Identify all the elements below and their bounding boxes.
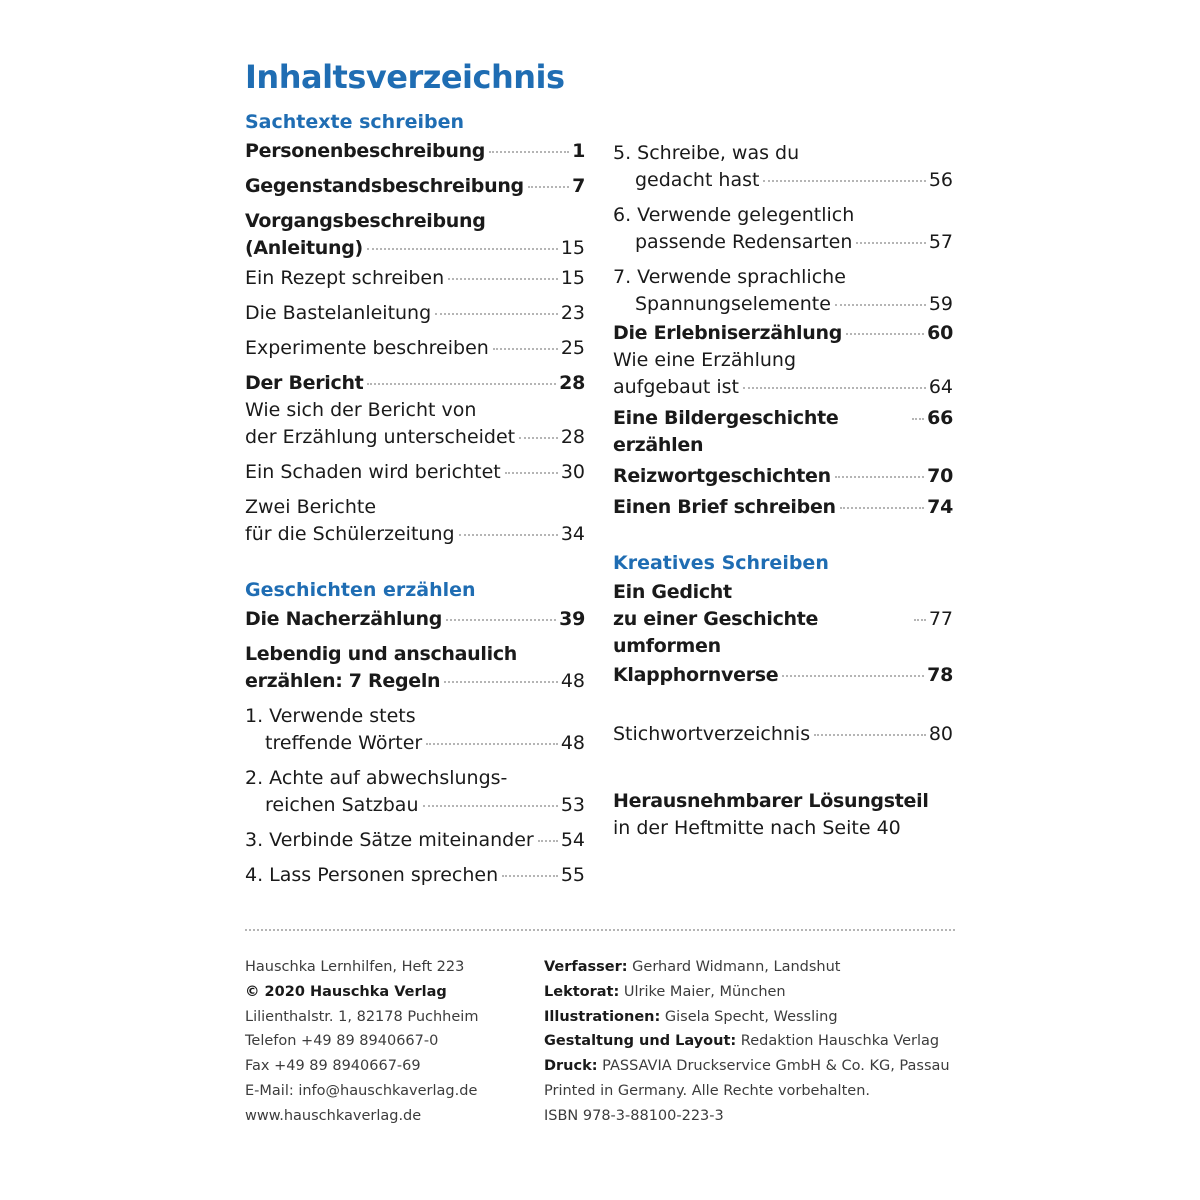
- credit-label: Verfasser:: [544, 959, 628, 975]
- dot-leader: [528, 186, 569, 188]
- section-heading-kreatives: Kreatives Schreiben: [613, 552, 829, 574]
- page-number: 39: [559, 608, 585, 630]
- toc-entry[interactable]: [613, 405, 953, 459]
- dot-leader: [846, 333, 924, 335]
- credit-label: Gestaltung und Layout:: [544, 1033, 737, 1050]
- entry-title: Die Erlebniserzählung: [613, 322, 843, 344]
- toc-entry[interactable]: [245, 265, 585, 292]
- imprint-series: Hauschka Lernhilfen, Heft 223: [245, 959, 465, 975]
- toc-entry[interactable]: [613, 494, 953, 521]
- entry-title: Experimente beschreiben: [245, 337, 489, 359]
- entry-title: Eine Bildergeschichte erzählen: [613, 407, 839, 456]
- entry-title: zu einer Geschichte umformen: [613, 608, 819, 657]
- entry-title: (Anleitung): [245, 237, 363, 259]
- toc-entry[interactable]: [245, 703, 585, 757]
- dot-leader: [519, 437, 558, 439]
- page-number: 59: [928, 293, 953, 315]
- credit-value: Ulrike Maier, München: [623, 983, 786, 1000]
- dot-leader: [459, 534, 558, 536]
- toc-left-column: [245, 110, 585, 897]
- credit-line: [544, 1104, 950, 1129]
- credit-line: [544, 955, 950, 980]
- dot-leader: [426, 743, 558, 745]
- entry-title-line1: 1. Verwende stets: [245, 705, 416, 727]
- toc-entry[interactable]: [245, 300, 585, 327]
- entry-title-line1: 6. Verwende gelegentlich: [613, 204, 855, 226]
- page-number: 28: [560, 426, 585, 448]
- dot-leader: [502, 875, 558, 877]
- imprint-address: Lilienthalstr. 1, 82178 Puchheim: [245, 1008, 479, 1025]
- dot-leader: [538, 840, 558, 842]
- toc-entry[interactable]: [613, 463, 953, 490]
- entry-title: passende Redensarten: [635, 231, 853, 253]
- toc-entry[interactable]: [245, 397, 585, 451]
- page-number: 1: [572, 140, 585, 162]
- page-number: 34: [560, 523, 585, 545]
- solutions-title: Herausnehmbarer Lösungsteil: [613, 790, 929, 812]
- imprint-copyright: © 2020 Hauschka Verlag: [245, 983, 447, 1000]
- dot-leader: [814, 734, 926, 736]
- page-title: Inhaltsverzeichnis: [245, 58, 565, 96]
- toc-entry[interactable]: [245, 606, 585, 633]
- dot-leader: [367, 248, 558, 250]
- dot-leader: [856, 242, 925, 244]
- dot-leader: [914, 619, 926, 621]
- entry-title-line1: Lebendig und anschaulich: [245, 643, 518, 665]
- dot-leader: [435, 313, 558, 315]
- credit-value: PASSAVIA Druckservice GmbH & Co. KG, Passau: [602, 1058, 950, 1075]
- entry-title-line1: 7. Verwende sprachliche: [613, 266, 846, 288]
- entry-title: Ein Rezept schreiben: [245, 267, 445, 289]
- page-number: 30: [560, 461, 585, 483]
- page-number: 74: [927, 496, 953, 518]
- page-number: 66: [927, 407, 953, 429]
- entry-title-line1: Wie eine Erzählung: [613, 349, 797, 371]
- dot-leader: [782, 675, 924, 677]
- page-number: 15: [560, 237, 585, 259]
- credit-line: [544, 1054, 950, 1079]
- entry-title: 3. Verbinde Sätze miteinander: [245, 829, 534, 851]
- page-number: 56: [928, 169, 953, 191]
- toc-entry[interactable]: [613, 264, 953, 318]
- toc-entry[interactable]: [245, 641, 585, 695]
- toc-entry[interactable]: [245, 827, 585, 854]
- dot-leader: [912, 418, 924, 420]
- entry-title: gedacht hast: [635, 169, 760, 191]
- dot-leader: [505, 472, 558, 474]
- entry-title: reichen Satzbau: [265, 794, 419, 816]
- toc-entry[interactable]: [245, 208, 585, 262]
- section-heading-geschichten: Geschichten erzählen: [245, 579, 476, 601]
- page-number: 77: [928, 608, 953, 630]
- toc-entry[interactable]: [245, 370, 585, 397]
- credit-line: [544, 1079, 950, 1104]
- entry-title: Klapphornverse: [613, 664, 779, 686]
- entry-title: Personenbeschreibung: [245, 140, 486, 162]
- solutions-note: in der Heftmitte nach Seite 40: [613, 817, 901, 839]
- dot-leader: [763, 180, 925, 182]
- divider: [245, 929, 955, 931]
- entry-title-line1: Vorgangsbeschreibung: [245, 210, 486, 232]
- toc-entry[interactable]: [613, 662, 953, 689]
- toc-entry[interactable]: [245, 765, 585, 819]
- entry-title: aufgebaut ist: [613, 376, 739, 398]
- dot-leader: [835, 304, 926, 306]
- entry-title: erzählen: 7 Regeln: [245, 670, 441, 692]
- entry-title-line1: Zwei Berichte: [245, 496, 377, 518]
- entry-title: Stichwortverzeichnis: [613, 723, 811, 745]
- imprint-publisher: [245, 955, 478, 1129]
- page-number: 64: [928, 376, 953, 398]
- toc-entry[interactable]: [613, 347, 953, 401]
- section-heading-sachtexte: Sachtexte schreiben: [245, 111, 464, 133]
- imprint-credits: [544, 955, 950, 1129]
- entry-title: für die Schülerzeitung: [245, 523, 455, 545]
- page-number: 53: [560, 794, 585, 816]
- page-number: 7: [572, 175, 585, 197]
- page-number: 28: [559, 372, 585, 394]
- entry-title: Die Nacherzählung: [245, 608, 443, 630]
- dot-leader: [743, 387, 926, 389]
- entry-title-line1: 5. Schreibe, was du: [613, 142, 800, 164]
- imprint-email[interactable]: E-Mail: info@hauschkaverlag.de: [245, 1082, 478, 1099]
- entry-title-line1: Wie sich der Bericht von: [245, 399, 477, 421]
- credit-value: Printed in Germany. Alle Rechte vorbehalten.: [544, 1082, 870, 1099]
- page-number: 23: [560, 302, 585, 324]
- dot-leader: [423, 805, 558, 807]
- credit-value: Gerhard Widmann, Landshut: [632, 959, 841, 975]
- toc-entry[interactable]: [613, 320, 953, 347]
- page-number: 48: [560, 670, 585, 692]
- entry-title-line1: 2. Achte auf abwechslungs-: [245, 767, 508, 789]
- dot-leader: [446, 619, 556, 621]
- entry-title: Gegenstandsbeschreibung: [245, 175, 524, 197]
- toc-right-column: [613, 140, 953, 842]
- spacer: [613, 756, 953, 788]
- entry-title: Einen Brief schreiben: [613, 496, 836, 518]
- toc-entry[interactable]: [245, 138, 585, 165]
- toc-entry[interactable]: [245, 459, 585, 486]
- page-number: 48: [560, 732, 585, 754]
- page-number: 78: [927, 664, 953, 686]
- page-number: 70: [927, 465, 953, 487]
- entry-title: der Erzählung unterscheidet: [245, 426, 516, 448]
- toc-entry-index[interactable]: [613, 721, 953, 748]
- credit-label: Druck:: [544, 1058, 598, 1075]
- page-number: 55: [560, 864, 585, 886]
- toc-entry[interactable]: [613, 202, 953, 256]
- imprint-phone: Telefon +49 89 8940667-0: [245, 1033, 439, 1050]
- toc-entry[interactable]: [245, 862, 585, 889]
- page-number: 25: [560, 337, 585, 359]
- entry-title: Der Bericht: [245, 372, 364, 394]
- dot-leader: [367, 383, 556, 385]
- dot-leader: [444, 681, 558, 683]
- credit-label: Lektorat:: [544, 983, 620, 1000]
- entry-title-line1: Ein Gedicht: [613, 581, 732, 603]
- toc-entry[interactable]: [245, 173, 585, 200]
- toc-entry[interactable]: [245, 494, 585, 548]
- page-number: 15: [560, 267, 585, 289]
- spacer: [613, 697, 953, 721]
- toc-entry[interactable]: [613, 579, 953, 660]
- entry-title: Die Bastelanleitung: [245, 302, 432, 324]
- dot-leader: [835, 476, 924, 478]
- spacer: [245, 556, 585, 578]
- credit-line: [544, 1029, 950, 1054]
- credit-line: [544, 1005, 950, 1030]
- entry-title: 4. Lass Personen sprechen: [245, 864, 499, 886]
- page-number: 54: [560, 829, 585, 851]
- dot-leader: [448, 278, 558, 280]
- page-number: 60: [927, 322, 953, 344]
- entry-title: Spannungselemente: [635, 293, 831, 315]
- imprint-website[interactable]: www.hauschkaverlag.de: [245, 1107, 422, 1124]
- dot-leader: [840, 507, 924, 509]
- page-number: 57: [928, 231, 953, 253]
- entry-title: treffende Wörter: [265, 732, 423, 754]
- toc-entry[interactable]: [245, 335, 585, 362]
- spacer: [613, 529, 953, 551]
- imprint-fax: Fax +49 89 8940667-69: [245, 1058, 421, 1075]
- page-number: 80: [928, 723, 953, 745]
- entry-title: Reizwortgeschichten: [613, 465, 831, 487]
- dot-leader: [489, 151, 569, 153]
- credit-value: Redaktion Hauschka Verlag: [740, 1033, 940, 1050]
- credit-value: Gisela Specht, Wessling: [664, 1008, 838, 1025]
- credit-label: Illustrationen:: [544, 1008, 661, 1025]
- entry-title: Ein Schaden wird berichtet: [245, 461, 501, 483]
- credit-line: [544, 980, 950, 1005]
- toc-entry[interactable]: [613, 140, 953, 194]
- credit-value: ISBN 978-3-88100-223-3: [544, 1107, 724, 1124]
- dot-leader: [493, 348, 558, 350]
